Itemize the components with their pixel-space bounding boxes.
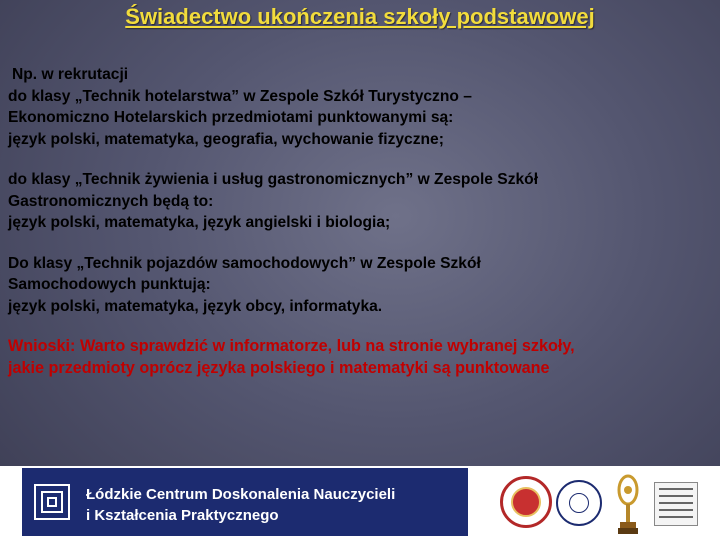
- square-logo-icon: [34, 484, 70, 520]
- certificate-icon: [654, 482, 698, 526]
- paragraph-gastronomia: [8, 169, 716, 234]
- text-line: do klasy „Technik hotelarstwa” w Zespole Szkół Turystyczno –: [8, 87, 472, 105]
- text-line: język polski, matematyka, geografia, wychowanie fizyczne;: [8, 130, 444, 148]
- text-line: Samochodowych punktują:: [8, 276, 211, 293]
- red-seal-icon: [500, 476, 552, 528]
- conclusion-line: jakie przedmioty oprócz języka polskiego i matematyki są punktowane: [8, 358, 550, 377]
- conclusion-line: Wnioski: Warto sprawdzić w informatorze, lub na stronie wybranej szkoły,: [8, 337, 575, 355]
- text-line: Np. w rekrutacji: [12, 66, 129, 83]
- text-line: Do klasy „Technik pojazdów samochodowych” w Zespole Szkół: [8, 254, 481, 272]
- slide-content: [8, 64, 716, 379]
- text-line: Ekonomiczno Hotelarskich przedmiotami punktowanymi są:: [8, 109, 454, 126]
- organization-name-line: i Kształcenia Praktycznego: [86, 507, 279, 524]
- text-line: Gastronomicznych będą to:: [8, 192, 214, 210]
- trophy-icon: [612, 472, 644, 536]
- slide-title: Świadectwo ukończenia szkoły podstawowej: [125, 4, 595, 29]
- text-line: język polski, matematyka, język obcy, informatyka.: [8, 297, 383, 315]
- text-line: do klasy „Technik żywienia i usług gastronomicznych” w Zespole Szkół: [8, 171, 539, 188]
- round-seal-icon: [556, 480, 602, 526]
- organization-name-line: Łódzkie Centrum Doskonalenia Nauczycieli: [86, 486, 396, 503]
- organization-name: [86, 484, 395, 526]
- paragraph-samochody: [8, 253, 716, 318]
- paragraph-hotelarstwo: [8, 64, 716, 150]
- footer-banner: [22, 468, 468, 536]
- footer: [0, 466, 720, 540]
- conclusion-paragraph: [8, 336, 716, 379]
- text-line: język polski, matematyka, język angielski i biologia;: [8, 214, 391, 231]
